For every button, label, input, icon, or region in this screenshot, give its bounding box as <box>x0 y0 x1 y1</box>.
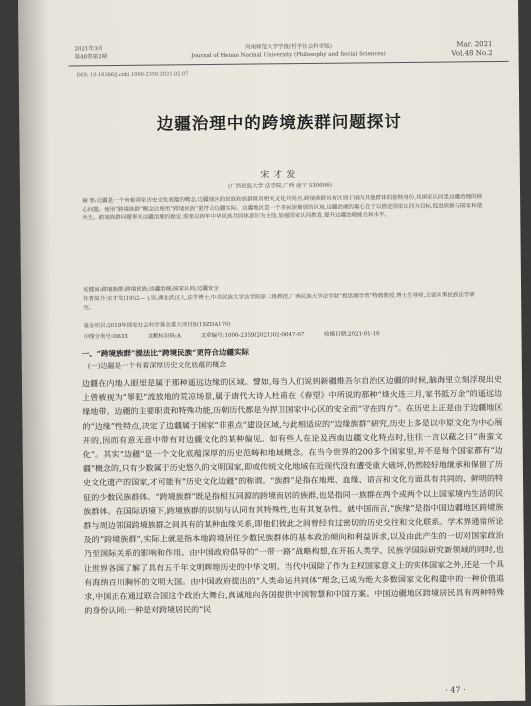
header-date: 2021年3月 <box>74 46 104 53</box>
subsection-heading: (一)边疆是一个有着深厚历史文化底蕴的概念 <box>87 360 227 371</box>
article-meta <box>83 328 503 340</box>
journal-page <box>18 0 525 706</box>
journal-name-en: Journal of Henan Normal University (Philosophy and Social Sciences) <box>191 51 386 60</box>
author-affiliation: (广西民族大学 法学院,广西 南宁 530006) <box>228 182 332 190</box>
section-heading: 一、“跨境族群”提法比“跨境民族”更符合边疆实际 <box>81 347 250 359</box>
article-title: 边疆治理中的跨境族群问题探讨 <box>156 111 402 134</box>
fund-info: 基金项目:2019年国家社会科学基金重大项目B(19ZDA170) <box>83 321 231 330</box>
keywords: 关键词:跨境族群;跨境民族;边疆治理;国家认同;边疆安全 <box>83 285 219 294</box>
header-date-en: Mar. 2021 <box>456 40 493 49</box>
clc-number: 中图分类号:D633 <box>83 333 128 341</box>
header-rule <box>69 61 509 67</box>
document-code: 文献标识码:A <box>147 333 181 340</box>
page-number: · 47 · <box>445 685 466 695</box>
abstract: 摘 要:边疆是一个有着国家历史文化底蕴的概念,边疆地区的民族和族群既有相关文化共同点,跨境族群具有区别于国内其他群体的独特身份,其国家认同是边疆治理的核心问题。使用“跨境族群”概念比使用“跨境民族”更符合边疆实际。边疆地区是一个多民族聚居的区域,边疆治理的重心在于以推进国家认同为目标,促进族群与国家和谐共生。跨境族群问题事关边疆治理的稳定,需要以铸牢中华民族共同体意识为主线,加强国家认同教育,提升边疆治理能力和水平。 <box>82 194 483 222</box>
header-issue-date <box>74 45 107 61</box>
author-info: 作者简介:宋才发(1952— ),男,湖北武汉人,法学博士,中央民族大学法学院原二级教授,广西民族大学法学院“相思湖学者”特聘教授,博士生导师,主要从事民族法学研究。 <box>83 292 475 311</box>
header-journal-name <box>178 42 398 60</box>
article-number: 文章编号:1000-2359(2021)02-0047-07 <box>200 332 305 340</box>
body-paragraph: 边疆在内地人眼里是属于那种遥远边缘的区域。譬如,每当人们说到新疆维吾尔自治区边疆的时候,脑海里立刻浮现出史上曾被视为“罪犯”流放地的荒凉场景,属于唐代大诗人杜甫在《春望》中所说的那种“烽火连三月,家书抵万金”的遥远边缘地带。边疆的主要职责和特殊功能,历朝历代都是为捍卫国家中心区的安全而“守在四方”。在历史上正是由于边疆地区的“边缘”性特点,决定了边疆属于国家“非重点”建设区域,与此相适应的“边缘族群”研究,历史上多是以中原文化为中心展开的,因而有意无意中带有对边疆文化的某种偏见。如有些人在论及西南边疆文化特点时,往往一言以蔽之曰“南蛮文化”。其实“边疆”是一个文化底蕴深厚的历史范畴和地域概念。在当今世界的200多个国家里,并不是每个国家都有“边疆”概念的,只有少数属于历史悠久的文明国家,即或传统文化地域在近现代没有遭受重大破坏,仍然较好地继承和保留了历史文化遗产的国家,才可能有“历史文化边疆”的称谓。“族群”是指在地理、血缘、语言和文化方面具有共同的、鲜明的特征的少数民族群体。“跨境族群”既是指相互同源的跨境而居的族群,也是指同一族群在两个或两个以上国家境内生活的民族群体。在国际语境下,跨境族群的识别与认同有其特殊性,也有其复杂性。就中国而言,“族缘”是指中国边疆地区跨境族群与周边邻国跨境族群之间具有的某种血缘关系,即他们彼此之间曾经有过密切的历史交往和文化联系。学术界通常所论及的“跨境族群”,实际上就是指本地跨境居住少数民族群体的基本政治倾向和利益诉求,以及由此产生的一切对国家政治乃至国际关系的影响和作用。由中国政府倡导的“一带一路”战略构想,在开拓人类学、民族学国际研究新领域的同时,也让世界各国了解了具有五千年文明辉煌历史的中华文明。当代中国除了作为主权国家意义上的实体国家之外,还是一个具有海纳百川胸怀的文明大国。由中国政府提出的“人类命运共同体”理念,已成为绝大多数国家文化构建中的一种价值追求,中国正在通过联合国这个政治大舞台,真诚地向各国提供中国智慧和中国方案。中国边疆地区跨境居民具有两种特殊的身份认同:一种是对跨境居民的“民 <box>81 374 505 616</box>
received-date: 收稿日期:2021-01-10 <box>324 331 380 338</box>
journal-name-cn: 河南师范大学学报(哲学社会科学版) <box>245 43 332 51</box>
header-volume-en: Vol.48 No.2 <box>451 49 493 58</box>
article-author: 宋才发 <box>260 170 300 181</box>
book-gutter-shadow <box>18 0 55 706</box>
header-volume: 第48卷第2期 <box>74 54 108 61</box>
doi: DOI: 10.16366/j.cnki.1000-2359.2021.02.07 <box>76 71 189 79</box>
header-issue-en <box>432 40 492 59</box>
